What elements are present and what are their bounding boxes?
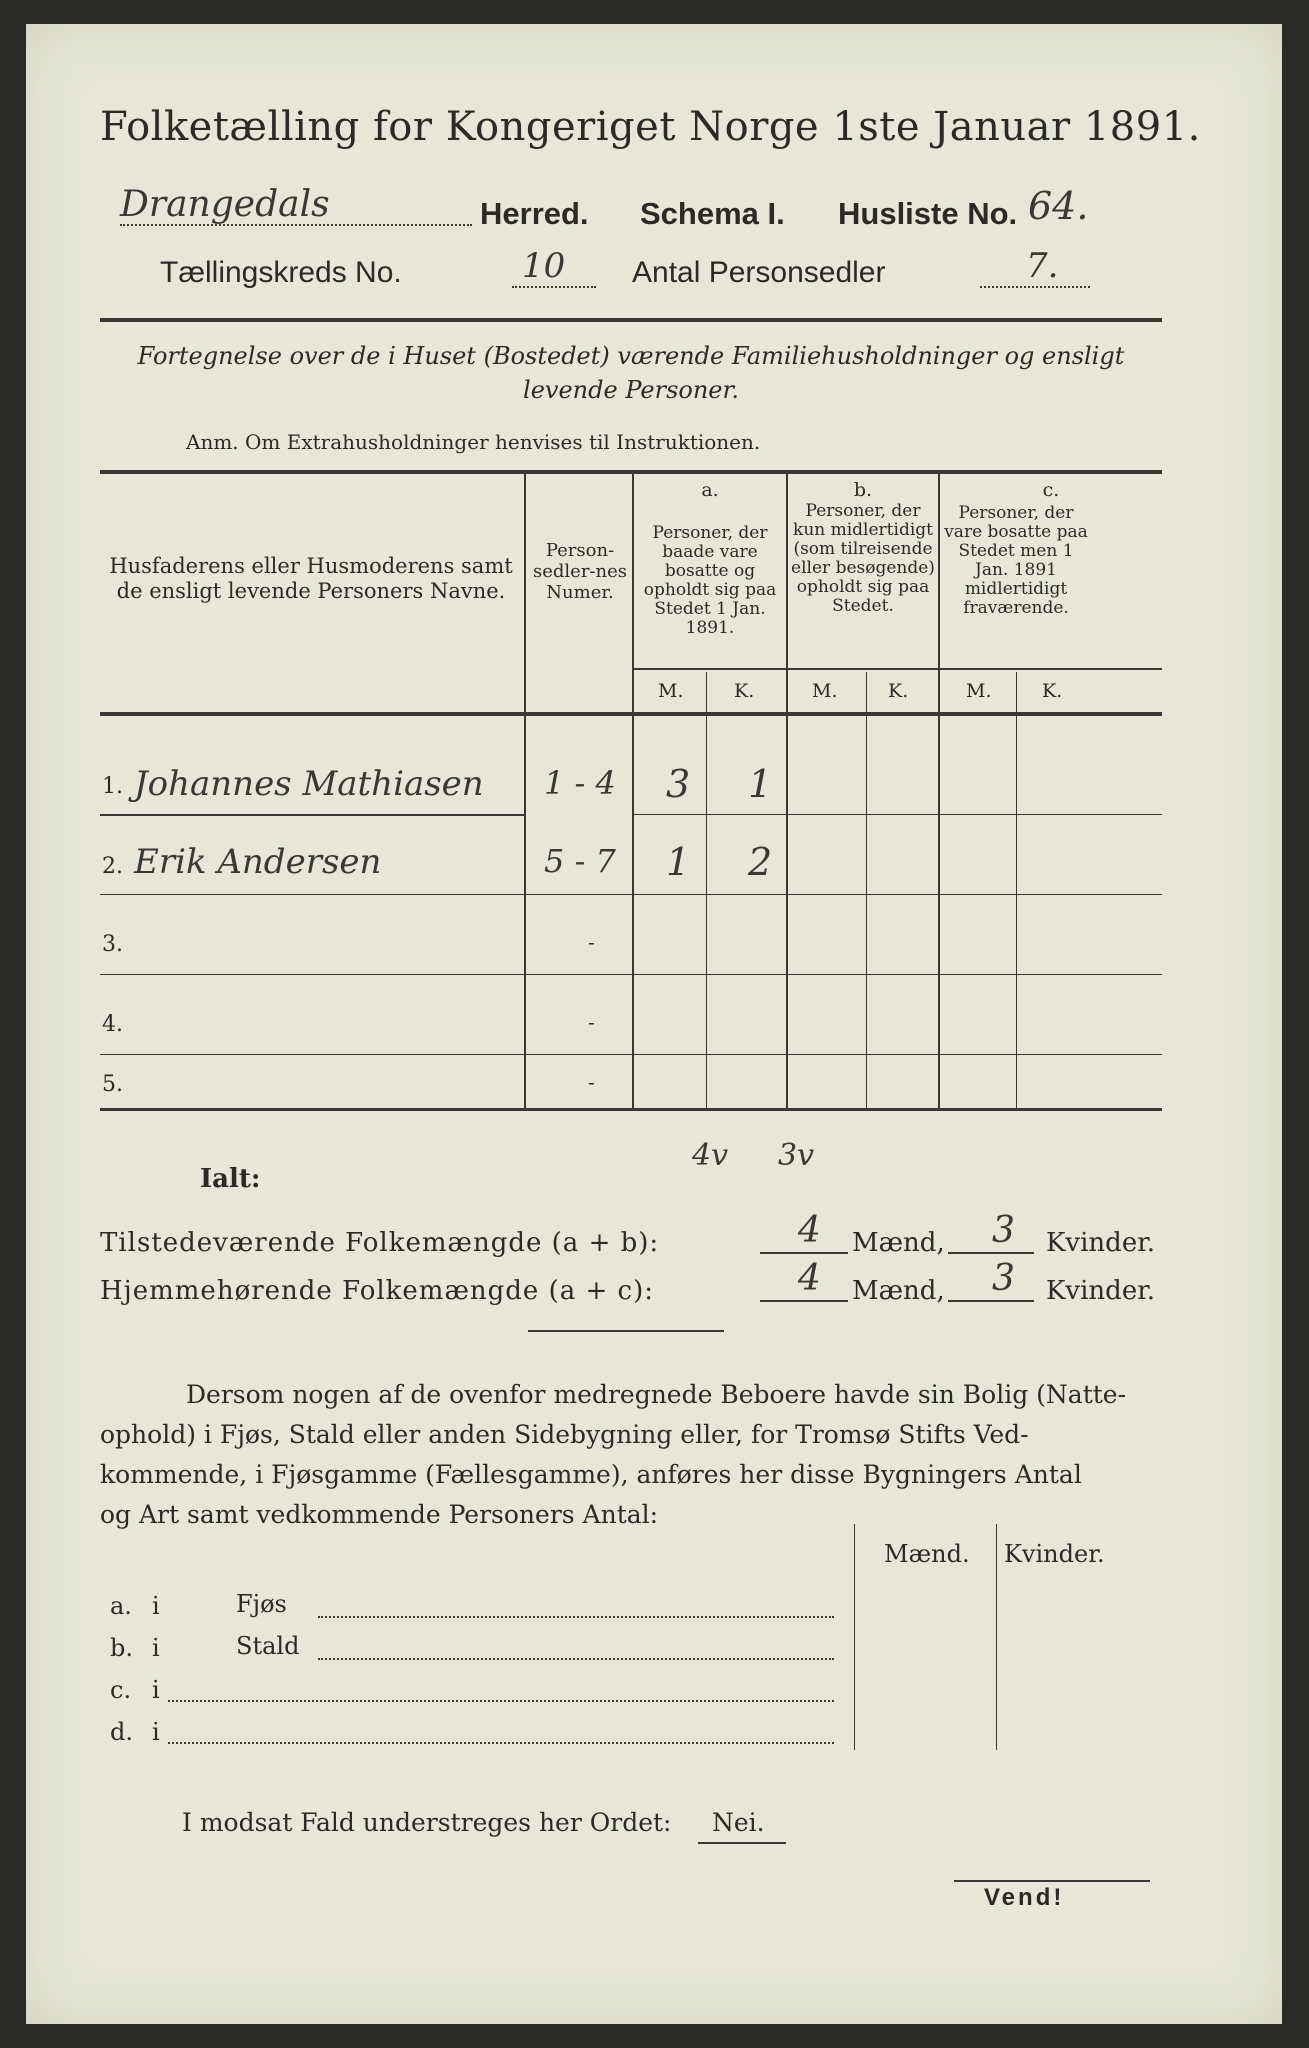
col-a-m: M. (658, 680, 684, 702)
col-a-desc: Personer, der baade vare bosatte og opholdt sig paa Stedet 1 Jan. 1891. (643, 523, 777, 638)
group-subhead-rule (634, 668, 1162, 670)
kreds-label: Tællingskreds No. (160, 256, 402, 289)
col-header-num: Person-sedler-nes Numer. (533, 540, 627, 603)
title-rule (100, 318, 1162, 322)
nei-word: Nei. (712, 1808, 765, 1837)
building-col-divider-1 (854, 1524, 855, 1750)
row-num: - (588, 1010, 595, 1034)
row-a-m: 1 (666, 840, 691, 884)
row-a-k: 1 (748, 762, 773, 806)
row-a-m: 3 (666, 762, 691, 806)
table-bottom-rule (100, 1108, 1162, 1111)
row-num: 5 - 7 (544, 842, 616, 880)
row-rule (100, 894, 1162, 895)
tilst-m-line (760, 1252, 848, 1254)
item-dotline (168, 1742, 834, 1744)
vend-label: Vend! (984, 1884, 1065, 1911)
row-a-k: 2 (748, 840, 773, 884)
para-line-2: ophold) i Fjøs, Stald eller anden Sidebygning eller, for Tromsø Stifts Ved- (100, 1420, 1029, 1449)
antal-label: Antal Personsedler (632, 256, 886, 289)
col-divider-b-mk (866, 672, 867, 1108)
row-number: 3. (102, 932, 123, 957)
nei-underline (698, 1842, 786, 1844)
col-divider-c-mk (1016, 672, 1017, 1108)
modsat-text: I modsat Fald understreges her Ordet: (182, 1808, 672, 1837)
item-dotline (318, 1658, 834, 1660)
vend-rule (954, 1880, 1150, 1882)
item-letter: c. (110, 1676, 132, 1704)
herred-label: Herred. (480, 196, 589, 231)
col-c-desc: Personer, der vare bosatte paa Stedet men 1 Jan. 1891 midlertidigt fraværende. (944, 503, 1088, 618)
tilst-maend: Mænd, (852, 1228, 945, 1258)
item-letter: d. (110, 1718, 133, 1746)
row-name: Erik Andersen (134, 842, 382, 882)
para-line-1: Dersom nogen af de ovenfor medregnede Beboere havde sin Bolig (Natte- (186, 1380, 1127, 1409)
ialt-label: Ialt: (200, 1164, 261, 1194)
col-divider-a-mk (706, 672, 707, 1108)
table-header-rule (100, 712, 1162, 716)
kreds-value: 10 (522, 246, 566, 286)
form-title: Folketælling for Kongeriget Norge 1ste Januar 1891. (100, 104, 1201, 150)
subtitle-line-2: levende Personer. (523, 376, 739, 404)
row-rule (100, 974, 1162, 975)
schema-label: Schema I. (640, 196, 785, 231)
row-number: 4. (102, 1012, 123, 1037)
kreds-dotline (512, 286, 596, 288)
item-label: Fjøs (236, 1590, 287, 1618)
row-rule (632, 814, 1162, 815)
hjem-label: Hjemmehørende Folkemængde (a + c): (100, 1276, 654, 1306)
col-b-letter: b. (853, 479, 873, 501)
col-a-k: K. (734, 680, 755, 702)
row-number: 5. (102, 1072, 123, 1097)
col-b-desc: Personer, der kun midlertidigt (som tilreisende eller besøgende) opholdt sig paa Stedet. (791, 501, 935, 616)
tilst-label: Tilstedeværende Folkemængde (a + b): (100, 1228, 660, 1258)
row-rule (100, 1054, 1162, 1055)
hjem-maend: Mænd, (852, 1276, 945, 1306)
antal-value: 7. (1026, 246, 1059, 286)
husliste-value: 64. (1028, 184, 1089, 228)
herred-value: Drangedals (120, 184, 330, 225)
ialt-m: 4v (692, 1138, 729, 1173)
row-number: 1. (102, 774, 123, 799)
ialt-k: 3v (778, 1138, 815, 1173)
tilst-k: 3 (992, 1210, 1015, 1251)
item-i: i (152, 1718, 160, 1746)
table-top-rule (100, 470, 1162, 474)
col-c-letter: c. (1042, 479, 1060, 501)
hjem-m-line (760, 1300, 848, 1302)
item-letter: a. (110, 1592, 132, 1620)
col-divider-num (632, 474, 634, 1108)
hjem-k: 3 (992, 1258, 1015, 1299)
col-divider-name (524, 474, 526, 1108)
row-num: - (588, 1070, 595, 1094)
item-dotline (168, 1700, 834, 1702)
col-divider-a (786, 474, 788, 1108)
item-i: i (152, 1676, 160, 1704)
census-form-page (26, 24, 1282, 2024)
item-label: Stald (236, 1632, 300, 1660)
tilst-m: 4 (798, 1210, 821, 1251)
col-divider-b (938, 474, 940, 1108)
item-dotline (318, 1616, 834, 1618)
col-header-name: Husfaderens eller Husmoderens samt de ensligt levende Personers Navne. (109, 554, 513, 603)
tilst-k-line (948, 1252, 1034, 1254)
row-name: Johannes Mathiasen (134, 764, 484, 804)
herred-dotline (120, 224, 472, 226)
tilst-kvinder: Kvinder. (1046, 1228, 1156, 1258)
row-rule (100, 814, 524, 816)
row-num: 1 - 4 (544, 764, 616, 802)
col-c-k: K. (1042, 680, 1063, 702)
col-a-letter: a. (701, 479, 719, 501)
para-line-3: kommende, i Fjøsgamme (Fællesgamme), anføres her disse Bygningers Antal (100, 1460, 1082, 1489)
col-b-k: K. (888, 680, 909, 702)
antal-dotline (980, 286, 1090, 288)
hjem-k-line (948, 1300, 1034, 1302)
subtitle-line-1: Fortegnelse over de i Huset (Bostedet) værende Familiehusholdninger og ensligt (137, 342, 1125, 370)
item-i: i (152, 1634, 160, 1662)
husliste-label: Husliste No. (838, 196, 1018, 231)
row-number: 2. (102, 854, 123, 879)
building-kvinder-head: Kvinder. (1004, 1540, 1105, 1568)
section-divider (528, 1330, 724, 1332)
row-num: - (588, 930, 595, 954)
anm-note: Anm. Om Extrahusholdninger henvises til Instruktionen. (186, 430, 761, 454)
col-b-m: M. (812, 680, 838, 702)
para-line-4: og Art samt vedkommende Personers Antal: (100, 1500, 659, 1529)
building-maend-head: Mænd. (884, 1540, 970, 1568)
col-c-m: M. (966, 680, 992, 702)
building-col-divider-2 (996, 1524, 997, 1750)
hjem-kvinder: Kvinder. (1046, 1276, 1156, 1306)
item-i: i (152, 1592, 160, 1620)
item-letter: b. (110, 1634, 133, 1662)
hjem-m: 4 (798, 1258, 821, 1299)
